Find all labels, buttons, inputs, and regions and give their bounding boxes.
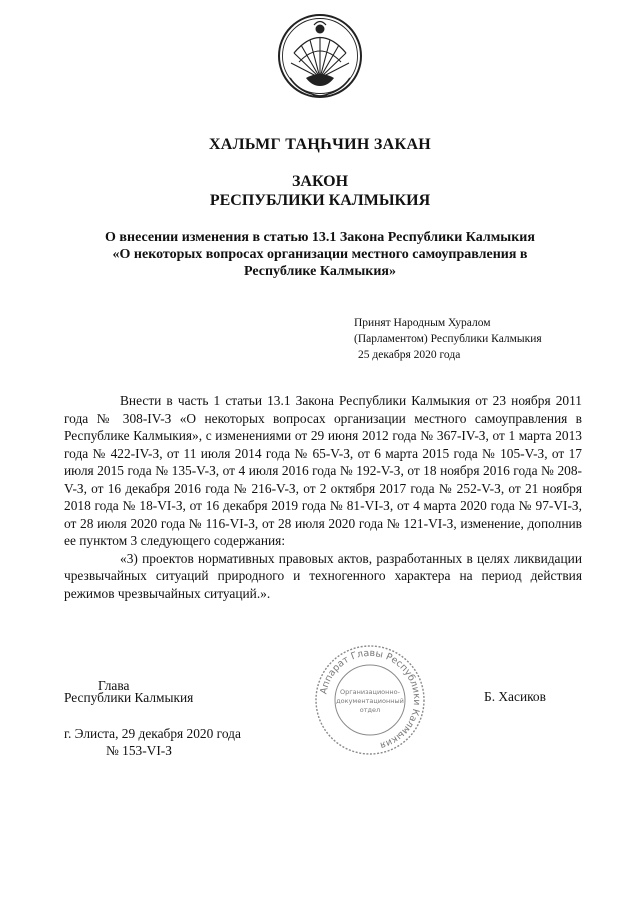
title-kalmyk: ХАЛЬМГ ТАҢҺЧИН ЗАКАН [208, 136, 432, 153]
place-and-date: г. Элиста, 29 декабря 2020 года [64, 726, 241, 741]
body-paragraph: «3) проектов нормативных правовых актов, разработанных в целях ликвидации чрезвычайных ситуаций природного и техногенного характера на период действия режимов чрезвычайных ситуаций.». [64, 550, 582, 601]
seal-center-line: документационный [336, 697, 404, 705]
signatory-name: Б. Хасиков [484, 689, 546, 704]
seal-center-line: Организационно- [339, 688, 401, 696]
law-number: № 153-VI-З [106, 743, 172, 758]
title-republic: РЕСПУБЛИКИ КАЛМЫКИЯ [209, 192, 431, 209]
title-law-block [0, 172, 640, 210]
subject-line: О внесении изменения в статью 13.1 Закона Республики Калмыкия [105, 230, 535, 245]
signature-title: Глава [98, 678, 130, 693]
title-law: ЗАКОН [291, 173, 349, 190]
adoption-date: 25 декабря 2020 года [358, 349, 461, 361]
adoption-line: (Парламентом) Республики Калмыкия [354, 333, 542, 345]
coat-of-arms-icon [276, 12, 364, 100]
seal-center-line: отдел [359, 706, 381, 714]
law-subject [80, 229, 560, 280]
body-paragraph: Внести в часть 1 статьи 13.1 Закона Республики Калмыкия от 23 ноября 2011 года № 308-IV-З «О некоторых вопросах организации местного самоуправления в Республике Калмыкия», с изменениями от 29 июня 2012 года № 367-IV-З, от 1 марта 2013 года № 422-IV-З, от 11 июля 2014 года № 65-V-З, от 6 марта 2015 года № 105-V-З, от 17 июля 2015 года № 135-V-З, от 4 июля 2016 года № 192-V-З, от 18 ноября 2016 года № 208-V-З, от 16 декабря 2016 года № 216-V-З, от 2 октября 2017 года № 252-V-З, от 21 ноября 2018 года № 18-VI-З, от 16 декабря 2019 года № 81-VI-З, от 4 марта 2020 года № 97-VI-З, от 28 июля 2020 года № 116-VI-З, от 28 июля 2020 года № 121-VI-З, изменение, дополнив ее пунктом 3 следующего содержания: [64, 393, 582, 548]
law-body [64, 392, 582, 602]
signature-org: Республики Калмыкия [64, 690, 194, 705]
subject-line: «О некоторых вопросах организации местного самоуправления в [112, 247, 528, 262]
seal-ring-text: Аппарат Главы Республики Калмыкия [318, 647, 423, 751]
adoption-block [354, 315, 542, 363]
official-seal [312, 642, 428, 758]
adoption-line: Принят Народным Хуралом [354, 317, 491, 329]
subject-line: Республике Калмыкия» [244, 264, 396, 279]
